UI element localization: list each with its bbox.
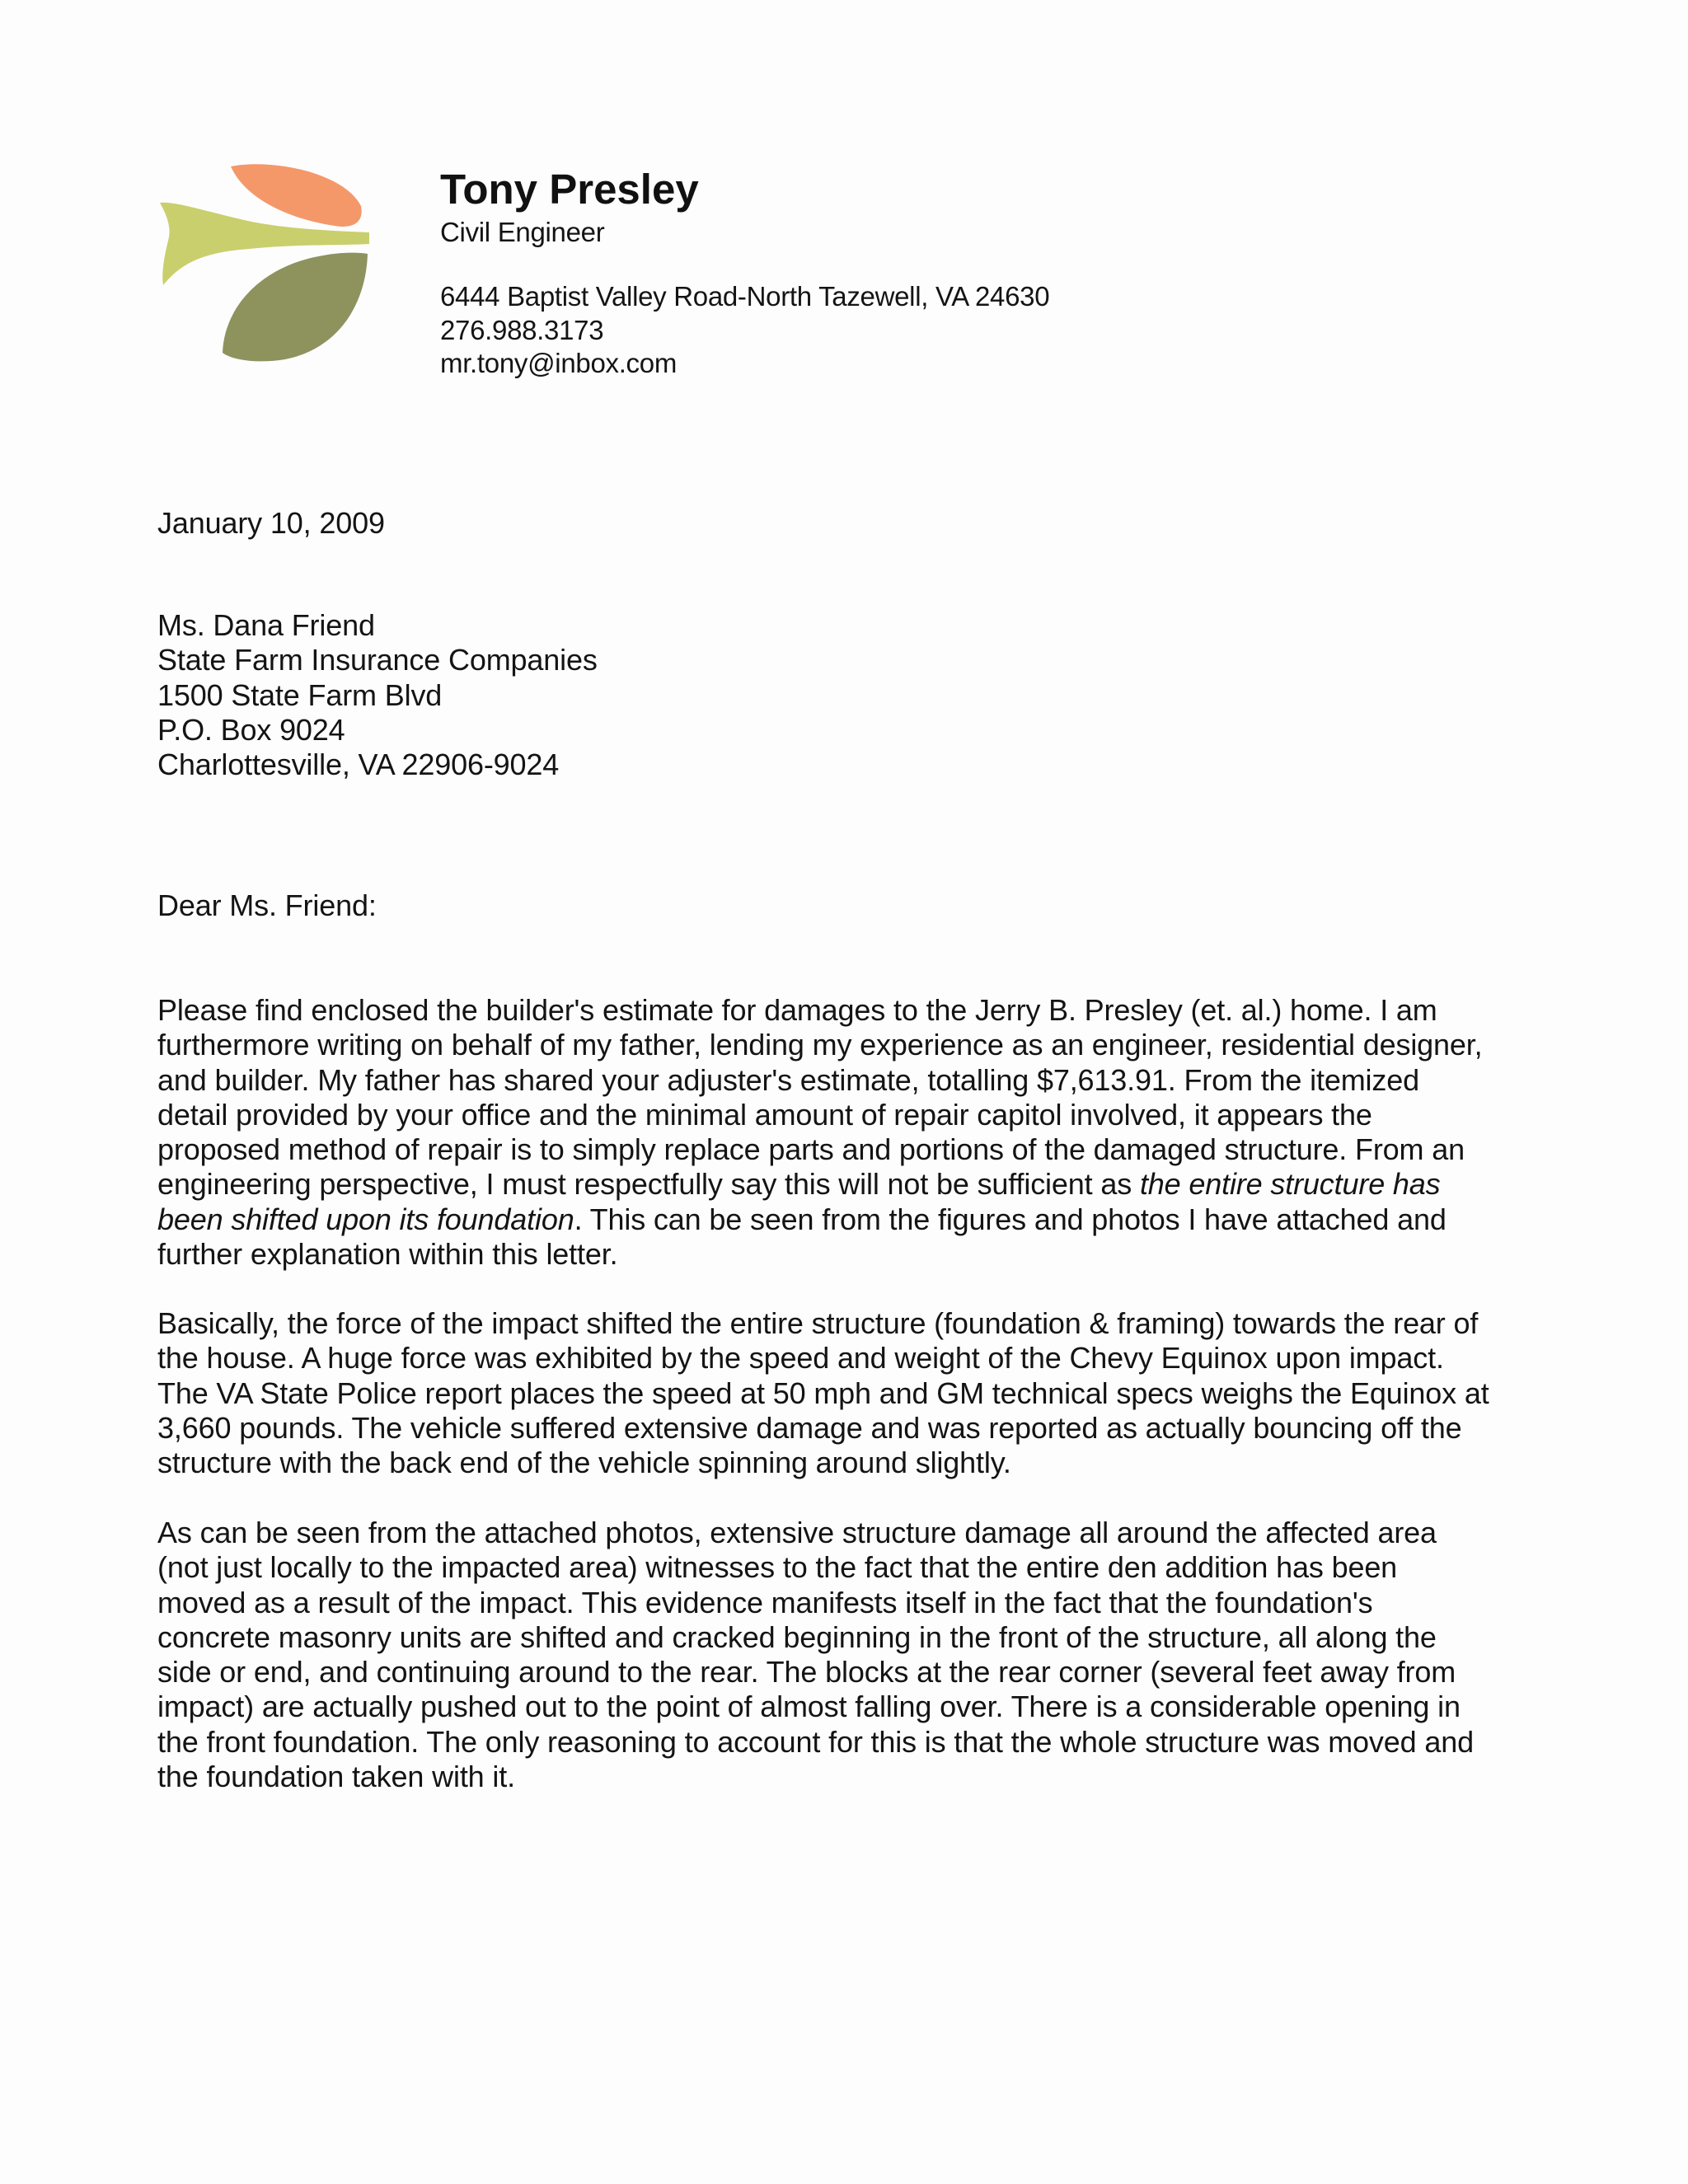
- recipient-address: [157, 608, 1542, 782]
- paragraph-line: and builder. My father has shared your adjuster's estimate, totalling $7,613.91. From the itemized: [157, 1062, 1419, 1097]
- paragraph-line: the house. A huge force was exhibited by the speed and weight of the Chevy Equinox upon impact.: [157, 1341, 1444, 1376]
- recipient-po-box: P.O. Box 9024: [157, 712, 345, 747]
- logo-olive-leaf: [223, 253, 368, 362]
- recipient-street: 1500 State Farm Blvd: [157, 677, 443, 712]
- paragraph-text: engineering perspective, I must respectfully say this will not be sufficient as: [157, 1167, 1140, 1202]
- paragraph-2: [157, 1306, 1559, 1480]
- salutation: Dear Ms. Friend:: [157, 888, 377, 922]
- paragraph-line: (not just locally to the impacted area) witnesses to the fact that the entire den addition has been: [157, 1550, 1398, 1585]
- letterhead: [440, 165, 1049, 381]
- paragraph-3: [157, 1516, 1559, 1794]
- recipient-city-state-zip: Charlottesville, VA 22906-9024: [157, 748, 560, 782]
- paragraph-line: the front foundation. The only reasoning to account for this is that the whole structure was moved and: [157, 1724, 1474, 1759]
- paragraph-line: Please find enclosed the builder's estimate for damages to the Jerry B. Presley (et. al.) home. I am: [157, 993, 1437, 1027]
- sender-address: 6444 Baptist Valley Road-North Tazewell, VA 24630: [440, 281, 1050, 312]
- paragraph-line: proposed method of repair is to simply replace parts and portions of the damaged structure. From an: [157, 1132, 1465, 1167]
- paragraph-line: moved as a result of the impact. This evidence manifests itself in the fact that the foundation's: [157, 1585, 1373, 1619]
- paragraph-text: . This can be seen from the figures and photos I have attached and: [574, 1202, 1447, 1236]
- paragraph-line: As can be seen from the attached photos, extensive structure damage all around the affected area: [157, 1516, 1437, 1549]
- paragraph-line: detail provided by your office and the minimal amount of repair capitol involved, it appears the: [157, 1097, 1372, 1132]
- recipient-company: State Farm Insurance Companies: [157, 643, 598, 677]
- paragraph-line: concrete masonry units are shifted and cracked beginning in the front of the structure, all along the: [157, 1619, 1437, 1654]
- emphasis-text: been shifted upon its foundation: [157, 1202, 574, 1236]
- paragraph-line: 3,660 pounds. The vehicle suffered extensive damage and was reported as actually bouncing off the: [157, 1410, 1462, 1445]
- sender-phone: 276.988.3173: [440, 314, 604, 345]
- paragraph-line: impact) are actually pushed out to the point of almost falling over. There is a considerable opening in: [157, 1690, 1461, 1724]
- paragraph-line: [157, 1167, 1559, 1202]
- paragraph-line: furthermore writing on behalf of my father, lending my experience as an engineer, residential designer,: [157, 1028, 1483, 1062]
- sender-contact: [440, 280, 1049, 381]
- recipient-name: Ms. Dana Friend: [157, 608, 375, 642]
- paragraph-line: side or end, and continuing around to the rear. The blocks at the rear corner (several feet away from: [157, 1655, 1456, 1690]
- paragraph-line: the foundation taken with it.: [157, 1760, 515, 1794]
- paragraph-line: The VA State Police report places the speed at 50 mph and GM technical specs weighs the Equinox at: [157, 1376, 1489, 1410]
- sender-email: mr.tony@inbox.com: [440, 348, 678, 378]
- sender-name: Tony Presley: [440, 166, 699, 213]
- paragraph-1: [157, 993, 1559, 1272]
- sender-title: Civil Engineer: [440, 217, 605, 247]
- logo-orange-leaf: [231, 164, 362, 227]
- paragraph-line: [157, 1202, 1559, 1237]
- leaf-logo-icon: [158, 162, 373, 368]
- emphasis-text: the entire structure has: [1139, 1167, 1441, 1202]
- paragraph-line: further explanation within this letter.: [157, 1237, 618, 1272]
- paragraph-line: structure with the back end of the vehicle spinning around slightly.: [157, 1446, 1011, 1480]
- paragraph-line: Basically, the force of the impact shifted the entire structure (foundation & framing) towards the rear of: [157, 1306, 1479, 1340]
- letter-date: January 10, 2009: [157, 506, 385, 540]
